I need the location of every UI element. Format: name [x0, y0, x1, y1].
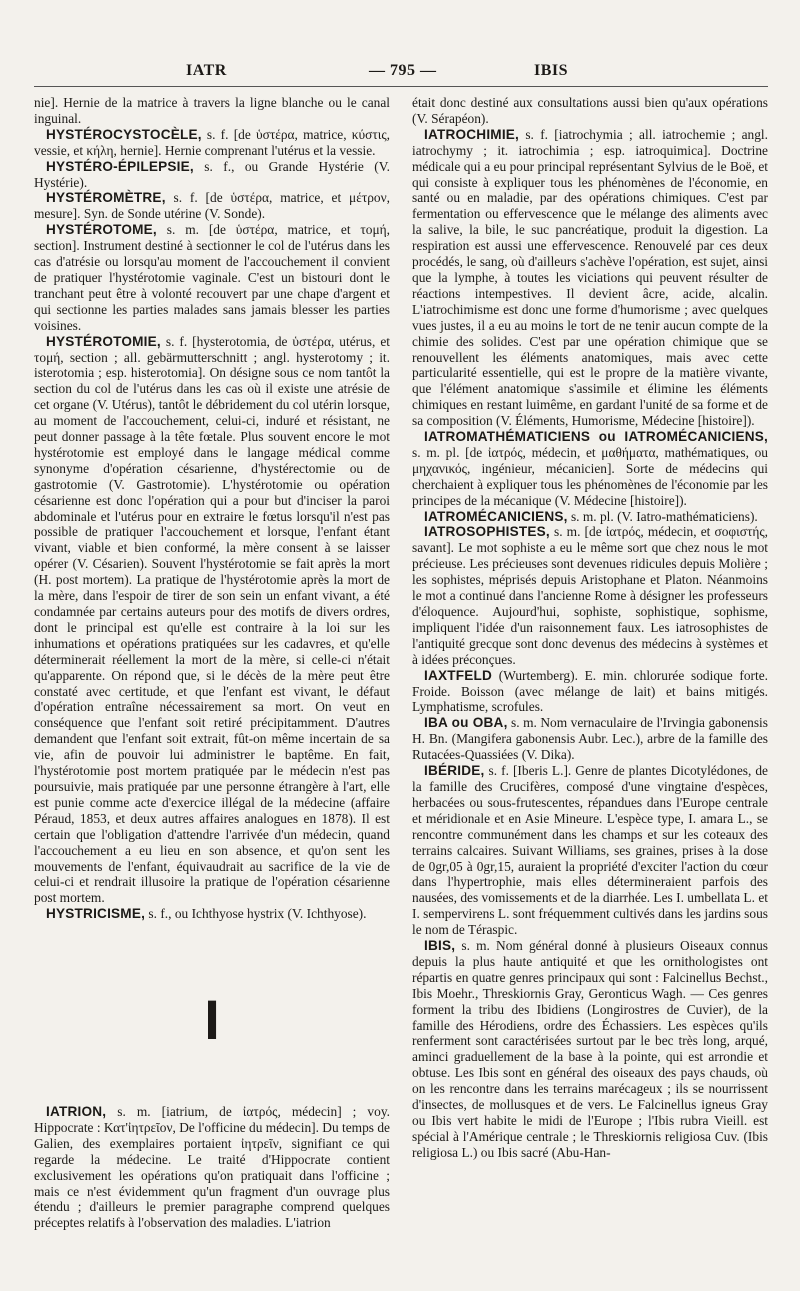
entry-headword: HYSTRICISME,	[46, 906, 146, 922]
entry	[412, 524, 768, 667]
entry-text: s. m. [iatrium, de ἰατρός, médecin] ; voy. Hippocrate : Κατ'ἰητρεῖον, De l'officine du médecin]. Du temps de Galien, des exemplaires portaient ἰητρεῖν, signifiant ce qui regarde la médecine. Le traité d'Hippocrate contient exclusivement les opérations qu'on pratiquait dans l'officine ; mais ce n'est évidemment qu'un fragment d'un ouvrage plus étendu ; d'ailleurs le premier paragraphe comprend quelques préceptes relatifs à l'observation des maladies. L'iatrion	[34, 1104, 390, 1231]
entry-headword: HYSTÉROTOME,	[46, 222, 157, 238]
entry-headword: HYSTÉRO-ÉPILEPSIE,	[46, 158, 194, 174]
entry	[34, 159, 390, 191]
entry	[412, 509, 768, 525]
entry-text: s. m. Nom général donné à plusieurs Oiseaux connus depuis la plus haute antiquité et que les ornithologistes ont répartis en quatre genres principaux qui sont : Falcinellus Bechst., Ibis Moehr., Threskiornis Gray, Geronticus Wagh. — Ces genres forment la tribu des Ibidiens (Longirostres de Cuvier), de la famille des Hérodiens, ordre des Échassiers. Les espèces qu'ils renferment sont caractérisées surtout par le bec très long, arqué, aminci graduellement de la base à la pointe, qui est arrondie et obtuse. Les Ibis sont en général des oiseaux des pays chauds, où on les rencontre dans les terrains marécageux ; ils se nourrissent d'insectes, de mollusques et de vers. Le Falcinellus igneus Gray ou Ibis vert habite le midi de l'Europe ; l'Ibis rubra Vieill. est spécial à l'Amérique centrale ; le Threskiornis religiosa Cuv. (Ibis religiosa L.) ou Ibis sacré (Abu-Han-	[412, 938, 768, 1160]
entry	[412, 763, 768, 938]
entry-headword: IATROCHIMIE,	[424, 126, 520, 142]
entry	[412, 668, 768, 716]
entry-text: s. f., ou Grande Hystérie (V. Hystérie).	[34, 158, 390, 190]
entry	[34, 127, 390, 159]
entry-text: s. m. [de ἰατρός, médecin, et σοφιστής, savant]. Le mot sophiste a eu le même sort que chez nous le mot précieuse. Les précieuses sont devenues ridicules depuis Molière ; les sophistes, méprisés depuis Aristophane et Platon. Néanmoins le mot a continué dans l'ancienne Rome à désigner les professeurs d'éloquence. Aujourd'hui, sophiste, sophistique, sophisme, impliquent l'idée d'un raisonnement faux. Les iatrosophistes de l'antiquité grecque sont donc devenus des médecins à systèmes et à idées préconçues.	[412, 524, 768, 667]
text-columns	[34, 95, 768, 1231]
entry	[34, 1104, 390, 1231]
left-column	[34, 95, 390, 1231]
entry	[412, 938, 768, 1161]
entry-text: s. m. [de ὑστέρα, matrice, et τομή, section]. Instrument destiné à sectionner le col de l'utérus dans les cas d'atrésie ou lorsqu'au moment de l'accouchement il convient de pratiquer l'hystérotomie vaginale. C'est un bistouri dont le tranchant peut être à volonté recouvert par une chape d'argent et qui sectionne les parties malades sans jamais blesser les parties voisines.	[34, 222, 390, 333]
entry	[412, 127, 768, 429]
right-column	[412, 95, 768, 1231]
entry	[412, 95, 768, 127]
entry-text: s. f. [Iberis L.]. Genre de plantes Dicotylédones, de la famille des Crucifères, composé d'une vingtaine d'espèces, herbacées ou sous-frutescentes, répandues dans l'Europe centrale et méridionale et en Asie Mineure. L'espèce type, I. amara L., se rencontre communément dans les champs et sur les coteaux des terrains calcaires. Suivant Williams, ses graines, prises à la dose de 0gr,05 à 0gr,15, auraient la propriété d'exciter l'action du cœur dans l'hypertrophie, mais elles détermineraient parfois des nausées, des vomissements et de la diarrhée. Les I. umbellata L. et I. sempervirens L. sont fréquemment cultivés dans les jardins sous le nom de Téraspic.	[412, 763, 768, 938]
entry	[412, 429, 768, 509]
entry-headword: IATRION,	[46, 1104, 107, 1120]
header-right-guide-word: IBIS	[533, 62, 568, 79]
entry-text: s. f., ou Ichthyose hystrix (V. Ichthyose).	[145, 906, 367, 922]
header-left-guide-word: IATR	[186, 62, 227, 79]
entry-headword: IATROSOPHISTES,	[424, 524, 550, 540]
entry-headword: IATROMÉCANICIENS,	[424, 508, 568, 524]
entry-headword: HYSTÉROMÈTRE,	[46, 190, 166, 206]
entry-text: (Wurtemberg). E. min. chlorurée sodique forte. Froide. Boisson (avec mélange de lait) et bains mitigés. Lymphatisme, scrofules.	[412, 667, 768, 715]
entry-headword: IBÉRIDE,	[424, 763, 485, 779]
entry-headword: IBA ou OBA,	[424, 715, 508, 731]
page-header	[34, 56, 768, 87]
entry	[34, 906, 390, 922]
entry-headword: HYSTÉROCYSTOCÈLE,	[46, 126, 202, 142]
entry	[34, 95, 390, 127]
entry-headword: HYSTÉROTOMIE,	[46, 333, 161, 349]
entry	[34, 334, 390, 907]
section-letter-block	[34, 992, 390, 1052]
entry-text: s. m. pl. (V. Iatro-mathématiciens).	[567, 508, 758, 524]
entry-text: s. f. [iatrochymia ; all. iatrochemie ; angl. iatrochymy ; it. iatrochimia ; esp. iatroquimica]. Doctrine médicale qui a eu pour principal représentant Sylvius de le Boë, et qui consiste à expliquer tous les phénomènes de l'économie, en santé ou en maladie, par des opérations chimiques. C'est par fermentation ou effervescence que le mélange des aliments avec la salive, la bile, le suc pancréatique, produit la digestion. La respiration est aussi une effervescence. Renouvelé par ces deux procédés, le sang, où d'ailleurs s'achève l'opération, est sujet, ainsi que la lymphe, à toutes les viciations qui peuvent résulter de réactions intempestives. Il devient âcre, acide, alcalin. L'iatrochimisme est donc une forme d'humorisme ; avec quelques vues justes, il a eu au moins le tort de ne tenir aucun compte de la chimie des solides. C'est par une opération chimique que se renouvellent les éléments anatomiques, mais avec cette particularité essentielle, qui est le propre de la matière vivante, que l'élément anatomique s'assimile et élimine les éléments chimiques en restant luimême, en gardant l'unité de sa forme et de sa composition (V. Éléments, Humorisme, Médecine [histoire]).	[412, 126, 768, 429]
entry	[34, 222, 390, 333]
section-letter: I	[204, 992, 220, 1049]
entry-headword: IAXTFELD	[424, 667, 493, 683]
entry-text: s. f. [hysterotomia, de ὑστέρα, utérus, et τομή, section ; all. gebärmutterschnitt ; angl. hysterotomy ; it. isterotomia ; esp. histerotomia]. On désigne sous ce nom tantôt la section du col de l'utérus dans les cas où il existe une atrésie de cet organe (V. Utérus), tantôt le débridement du col utérin lorsque, au moment de l'accouchement, celui-ci, induré et résistant, ne peut donner passage à la tête fœtale. Plus souvent encore le mot hystérotomie est employé dans le langage médical comme synonyme d'opération césarienne, d'hystérectomie ou de gastrotomie (V. Gastrotomie). L'hystérotomie ou opération césarienne est donc l'opération qui a pour but d'inciser la paroi abdominale et l'utérus pour en extraire le fœtus lorsqu'il n'est pas possible de pratiquer l'accouchement et lorsque, l'enfant étant vivant, viable et bien conformé, la mère consent à se laisser opérer (V. Césarien). Souvent l'hystérotomie se fait après la mort (H. post mortem). La pratique de l'hystérotomie après la mort de la mère, dans l'espoir de tirer de son sein un enfant vivant, a été condamnée par certains auteurs pour des motifs de divers ordres, dont le principal est qu'elle est contraire à la loi sur les inhumations et opérations pratiquées sur les cadavres, et qu'elle déterminerait réellement la mort de la mère, si celle-ci n'était qu'apparente. On répond que, si le décès de la mère peut être constaté avec certitude, et que l'enfant est vivant, le défaut d'opération entraîne nécessairement sa mort. On veut en conséquence que l'enfant soit retiré précipitamment. D'autres demandent que l'enfant soit extrait, fût-on même incertain de sa vie, afin de pouvoir lui administrer le baptême. En fait, l'hystérotomie post mortem pratiquée par le médecin n'est pas poursuivie, mais pratiquée par une personne étrangère à l'art, elle est punie comme acte d'exercice illégal de la médecine (affaire Péraud, 1853, et deux autres affaires analogues en 1878). Il est certain que l'obligation d'attendre l'arrivée d'un médecin, quand l'accouchement a eu lieu en son absence, et qu'on sent les mouvements de l'enfant, équivaudrait au sacrifice de la vie de celui-ci et rendrait illusoire la pratique de l'opération césarienne post mortem.	[34, 333, 390, 906]
entry	[412, 715, 768, 763]
entry-text: s. f. [de ὑστέρα, matrice, et μέτρον, mesure]. Syn. de Sonde utérine (V. Sonde).	[34, 190, 390, 222]
entry-text: s. m. Nom vernaculaire de l'Irvingia gabonensis H. Bn. (Mangifera gabonensis Aubr. Lec.), arbre de la famille des Rutacées-Quassiées (V. Dika).	[412, 715, 768, 763]
entry-text: s. f. [de ὑστέρα, matrice, κύστις, vessie, et κήλη, hernie]. Hernie comprenant l'utérus et la vessie.	[34, 126, 390, 158]
entry-text: était donc destiné aux consultations aussi bien qu'aux opérations (V. Sérapéon).	[412, 95, 768, 126]
entry-text: nie]. Hernie de la matrice à travers la ligne blanche ou le canal inguinal.	[34, 95, 390, 126]
entry-headword: IBIS,	[424, 938, 456, 954]
entry	[34, 190, 390, 222]
page-number: — 795 —	[369, 62, 437, 79]
entry-text: s. m. pl. [de ἰατρός, médecin, et μαθήματα, mathématiques, ou μηχανικός, ingénieur, mécanicien]. Sorte de médecins qui cherchaient à expliquer tous les phénomènes de l'économie par les principes de la mécanique (V. Médecine [histoire]).	[412, 444, 768, 508]
entry-headword: IATROMATHÉMATICIENS ou IATROMÉCANICIENS,	[424, 429, 768, 445]
